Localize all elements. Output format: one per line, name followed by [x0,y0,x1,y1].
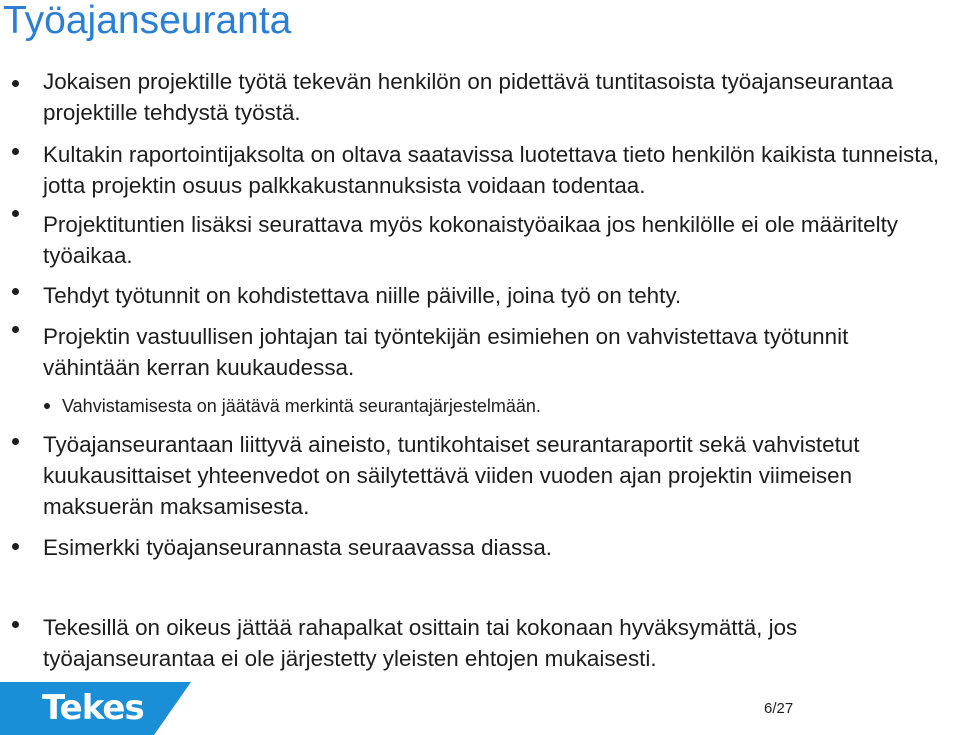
bullet-dot [12,438,19,445]
slide-title: Työajanseuranta [3,0,292,42]
bullet-dot [12,326,19,333]
page-number: 6/27 [764,700,794,717]
bullet-item: Jokaisen projektille työtä tekevän henkilön on pidettävä tuntitasoista työajanseurantaa projektille tehdystä työstä. [43,69,894,125]
bullet-dot [12,543,19,550]
bullet-dot [12,148,19,155]
bullet-item: Kultakin raportointijaksolta on oltava saatavissa luotettava tieto henkilön kaikista tunneista, jotta projektin osuus palkkakustannuksista voidaan todentaa. [43,142,940,198]
bullet-dot [12,80,19,87]
sub-bullet-item: Vahvistamisesta on jäätävä merkintä seurantajärjestelmään. [62,396,541,416]
bullet-item: Esimerkki työajanseurannasta seuraavassa diassa. [43,535,553,560]
bullet-dot [12,621,19,628]
bullet-dot [12,210,19,217]
tekes-logo: Tekes [42,688,144,728]
bullet-dot [12,288,19,295]
bullet-item: Tekesillä on oikeus jättää rahapalkat osittain tai kokonaan hyväksymättä, jos työajanseurantaa ei ole järjestetty yleisten ehtojen mukaisesti. [43,615,798,671]
bullet-item: Projektin vastuullisen johtajan tai työntekijän esimiehen on vahvistettava työtunnit vähintään kerran kuukaudessa. [43,324,849,380]
bullet-item: Tehdyt työtunnit on kohdistettava niille päiville, joina työ on tehty. [43,283,682,308]
sub-bullet-dot [44,403,50,409]
bullet-item: Projektituntien lisäksi seurattava myös kokonaistyöaikaa jos henkilölle ei ole määritelty työaikaa. [43,212,898,268]
bullet-item: Työajanseurantaan liittyvä aineisto, tuntikohtaiset seurantaraportit sekä vahvistetut kuukausittaiset yhteenvedot on säilytettävä viiden vuoden ajan projektin viimeisen maksuerän maksamisesta. [43,432,860,519]
